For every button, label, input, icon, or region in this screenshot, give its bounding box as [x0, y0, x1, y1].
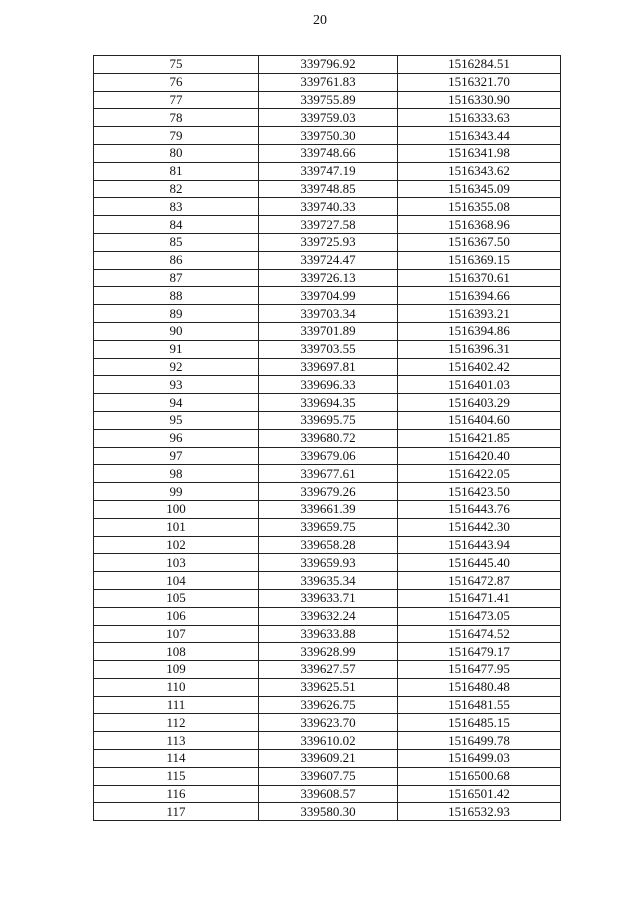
x-coordinate-cell: 339628.99 — [259, 643, 398, 661]
table-row — [94, 429, 561, 447]
table-row — [94, 305, 561, 323]
point-number-cell: 114 — [94, 750, 259, 768]
x-coordinate-cell: 339610.02 — [259, 732, 398, 750]
x-coordinate-cell: 339761.83 — [259, 73, 398, 91]
y-coordinate-cell: 1516499.78 — [398, 732, 561, 750]
table-row — [94, 500, 561, 518]
point-number-cell: 82 — [94, 180, 259, 198]
y-coordinate-cell: 1516330.90 — [398, 91, 561, 109]
y-coordinate-cell: 1516341.98 — [398, 144, 561, 162]
table-row — [94, 358, 561, 376]
y-coordinate-cell: 1516499.03 — [398, 750, 561, 768]
table-row — [94, 287, 561, 305]
y-coordinate-cell: 1516369.15 — [398, 251, 561, 269]
x-coordinate-cell: 339623.70 — [259, 714, 398, 732]
x-coordinate-cell: 339625.51 — [259, 678, 398, 696]
x-coordinate-cell: 339696.33 — [259, 376, 398, 394]
point-number-cell: 75 — [94, 56, 259, 74]
table-row — [94, 447, 561, 465]
x-coordinate-cell: 339725.93 — [259, 233, 398, 251]
table-row — [94, 73, 561, 91]
x-coordinate-cell: 339697.81 — [259, 358, 398, 376]
table-row — [94, 625, 561, 643]
table-row — [94, 483, 561, 501]
point-number-cell: 90 — [94, 322, 259, 340]
point-number-cell: 106 — [94, 607, 259, 625]
y-coordinate-cell: 1516321.70 — [398, 73, 561, 91]
point-number-cell: 116 — [94, 785, 259, 803]
table-row — [94, 803, 561, 821]
point-number-cell: 110 — [94, 678, 259, 696]
table-row — [94, 572, 561, 590]
point-number-cell: 103 — [94, 554, 259, 572]
point-number-cell: 85 — [94, 233, 259, 251]
x-coordinate-cell: 339679.06 — [259, 447, 398, 465]
y-coordinate-cell: 1516481.55 — [398, 696, 561, 714]
table-row — [94, 767, 561, 785]
point-number-cell: 76 — [94, 73, 259, 91]
table-row — [94, 589, 561, 607]
point-number-cell: 99 — [94, 483, 259, 501]
x-coordinate-cell: 339759.03 — [259, 109, 398, 127]
point-number-cell: 102 — [94, 536, 259, 554]
y-coordinate-cell: 1516474.52 — [398, 625, 561, 643]
table-row — [94, 144, 561, 162]
table-row — [94, 233, 561, 251]
x-coordinate-cell: 339796.92 — [259, 56, 398, 74]
y-coordinate-cell: 1516445.40 — [398, 554, 561, 572]
point-number-cell: 101 — [94, 518, 259, 536]
x-coordinate-cell: 339727.58 — [259, 216, 398, 234]
x-coordinate-cell: 339704.99 — [259, 287, 398, 305]
table-row — [94, 109, 561, 127]
x-coordinate-cell: 339633.71 — [259, 589, 398, 607]
table-row — [94, 732, 561, 750]
point-number-cell: 105 — [94, 589, 259, 607]
point-number-cell: 100 — [94, 500, 259, 518]
table-row — [94, 180, 561, 198]
table-row — [94, 127, 561, 145]
x-coordinate-cell: 339626.75 — [259, 696, 398, 714]
x-coordinate-cell: 339747.19 — [259, 162, 398, 180]
x-coordinate-cell: 339748.85 — [259, 180, 398, 198]
y-coordinate-cell: 1516402.42 — [398, 358, 561, 376]
point-number-cell: 91 — [94, 340, 259, 358]
y-coordinate-cell: 1516396.31 — [398, 340, 561, 358]
x-coordinate-cell: 339750.30 — [259, 127, 398, 145]
y-coordinate-cell: 1516532.93 — [398, 803, 561, 821]
y-coordinate-cell: 1516485.15 — [398, 714, 561, 732]
table-row — [94, 56, 561, 74]
x-coordinate-cell: 339694.35 — [259, 394, 398, 412]
point-number-cell: 108 — [94, 643, 259, 661]
point-number-cell: 98 — [94, 465, 259, 483]
point-number-cell: 78 — [94, 109, 259, 127]
y-coordinate-cell: 1516423.50 — [398, 483, 561, 501]
x-coordinate-cell: 339680.72 — [259, 429, 398, 447]
y-coordinate-cell: 1516443.94 — [398, 536, 561, 554]
table-row — [94, 394, 561, 412]
x-coordinate-cell: 339627.57 — [259, 661, 398, 679]
table-row — [94, 322, 561, 340]
y-coordinate-cell: 1516404.60 — [398, 411, 561, 429]
x-coordinate-cell: 339755.89 — [259, 91, 398, 109]
table-row — [94, 518, 561, 536]
x-coordinate-cell: 339679.26 — [259, 483, 398, 501]
y-coordinate-cell: 1516345.09 — [398, 180, 561, 198]
y-coordinate-cell: 1516394.66 — [398, 287, 561, 305]
table-row — [94, 661, 561, 679]
x-coordinate-cell: 339607.75 — [259, 767, 398, 785]
point-number-cell: 104 — [94, 572, 259, 590]
table-row — [94, 678, 561, 696]
x-coordinate-cell: 339609.21 — [259, 750, 398, 768]
y-coordinate-cell: 1516479.17 — [398, 643, 561, 661]
x-coordinate-cell: 339661.39 — [259, 500, 398, 518]
y-coordinate-cell: 1516343.44 — [398, 127, 561, 145]
x-coordinate-cell: 339701.89 — [259, 322, 398, 340]
point-number-cell: 81 — [94, 162, 259, 180]
coordinates-table-body — [94, 56, 561, 821]
table-row — [94, 465, 561, 483]
point-number-cell: 83 — [94, 198, 259, 216]
table-row — [94, 607, 561, 625]
table-row — [94, 198, 561, 216]
y-coordinate-cell: 1516422.05 — [398, 465, 561, 483]
table-row — [94, 750, 561, 768]
point-number-cell: 112 — [94, 714, 259, 732]
page-number: 20 — [313, 13, 327, 28]
point-number-cell: 77 — [94, 91, 259, 109]
x-coordinate-cell: 339740.33 — [259, 198, 398, 216]
point-number-cell: 87 — [94, 269, 259, 287]
point-number-cell: 88 — [94, 287, 259, 305]
y-coordinate-cell: 1516367.50 — [398, 233, 561, 251]
point-number-cell: 111 — [94, 696, 259, 714]
table-row — [94, 340, 561, 358]
point-number-cell: 86 — [94, 251, 259, 269]
y-coordinate-cell: 1516480.48 — [398, 678, 561, 696]
point-number-cell: 109 — [94, 661, 259, 679]
y-coordinate-cell: 1516284.51 — [398, 56, 561, 74]
point-number-cell: 117 — [94, 803, 259, 821]
y-coordinate-cell: 1516393.21 — [398, 305, 561, 323]
x-coordinate-cell: 339608.57 — [259, 785, 398, 803]
x-coordinate-cell: 339659.93 — [259, 554, 398, 572]
y-coordinate-cell: 1516477.95 — [398, 661, 561, 679]
point-number-cell: 79 — [94, 127, 259, 145]
y-coordinate-cell: 1516401.03 — [398, 376, 561, 394]
x-coordinate-cell: 339658.28 — [259, 536, 398, 554]
x-coordinate-cell: 339703.34 — [259, 305, 398, 323]
x-coordinate-cell: 339726.13 — [259, 269, 398, 287]
y-coordinate-cell: 1516370.61 — [398, 269, 561, 287]
x-coordinate-cell: 339703.55 — [259, 340, 398, 358]
y-coordinate-cell: 1516394.86 — [398, 322, 561, 340]
x-coordinate-cell: 339632.24 — [259, 607, 398, 625]
table-row — [94, 411, 561, 429]
table-row — [94, 554, 561, 572]
point-number-cell: 97 — [94, 447, 259, 465]
y-coordinate-cell: 1516368.96 — [398, 216, 561, 234]
point-number-cell: 107 — [94, 625, 259, 643]
y-coordinate-cell: 1516403.29 — [398, 394, 561, 412]
y-coordinate-cell: 1516500.68 — [398, 767, 561, 785]
x-coordinate-cell: 339695.75 — [259, 411, 398, 429]
point-number-cell: 115 — [94, 767, 259, 785]
point-number-cell: 94 — [94, 394, 259, 412]
point-number-cell: 80 — [94, 144, 259, 162]
y-coordinate-cell: 1516421.85 — [398, 429, 561, 447]
table-row — [94, 643, 561, 661]
x-coordinate-cell: 339724.47 — [259, 251, 398, 269]
x-coordinate-cell: 339633.88 — [259, 625, 398, 643]
coordinates-table — [93, 55, 561, 821]
table-row — [94, 376, 561, 394]
table-row — [94, 714, 561, 732]
point-number-cell: 89 — [94, 305, 259, 323]
table-row — [94, 269, 561, 287]
point-number-cell: 113 — [94, 732, 259, 750]
point-number-cell: 96 — [94, 429, 259, 447]
x-coordinate-cell: 339677.61 — [259, 465, 398, 483]
y-coordinate-cell: 1516471.41 — [398, 589, 561, 607]
table-row — [94, 251, 561, 269]
table-row — [94, 91, 561, 109]
table-row — [94, 696, 561, 714]
y-coordinate-cell: 1516333.63 — [398, 109, 561, 127]
table-row — [94, 216, 561, 234]
point-number-cell: 93 — [94, 376, 259, 394]
table-row — [94, 785, 561, 803]
y-coordinate-cell: 1516442.30 — [398, 518, 561, 536]
y-coordinate-cell: 1516443.76 — [398, 500, 561, 518]
point-number-cell: 92 — [94, 358, 259, 376]
x-coordinate-cell: 339635.34 — [259, 572, 398, 590]
y-coordinate-cell: 1516472.87 — [398, 572, 561, 590]
x-coordinate-cell: 339580.30 — [259, 803, 398, 821]
point-number-cell: 84 — [94, 216, 259, 234]
table-row — [94, 162, 561, 180]
y-coordinate-cell: 1516355.08 — [398, 198, 561, 216]
table-row — [94, 536, 561, 554]
y-coordinate-cell: 1516501.42 — [398, 785, 561, 803]
y-coordinate-cell: 1516343.62 — [398, 162, 561, 180]
x-coordinate-cell: 339659.75 — [259, 518, 398, 536]
y-coordinate-cell: 1516420.40 — [398, 447, 561, 465]
point-number-cell: 95 — [94, 411, 259, 429]
y-coordinate-cell: 1516473.05 — [398, 607, 561, 625]
x-coordinate-cell: 339748.66 — [259, 144, 398, 162]
